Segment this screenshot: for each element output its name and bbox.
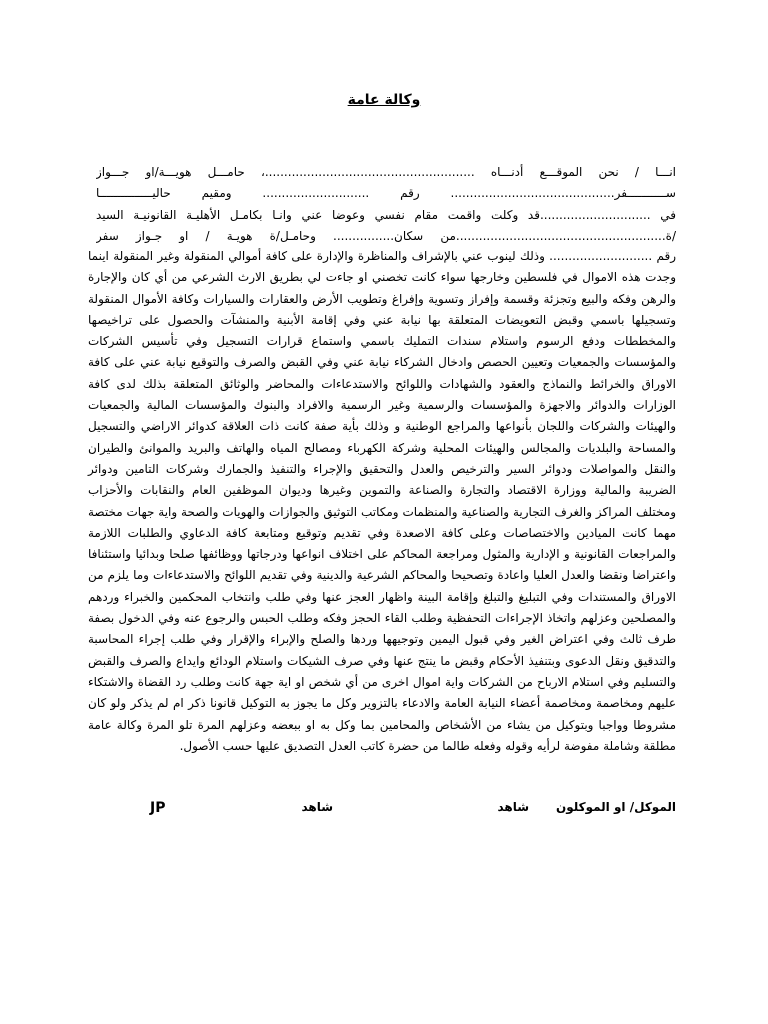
body-paragraph: رقم ........................... وذلك لينوب عني بالإشراف والمناظرة والإدارة على كافة أموالي المنقولة وغير المنقولة اينما وجدت هذه الاموال في فلسطين وخارجها سواء كانت تخصني او جاءت لي بطريق الارث الشرعي من أي كان والإجارة والرهن وفكه والبيع وتجزئة وقسمة وإفراز وتسوية وإفراغ وتطويب الأرض والعقارات والسيارات وكافة الأموال المنقولة وتسجيلها باسمي وقبض التعويضات المتعلقة بها نيابة عني وفي إقامة الأبنية والمنشآت والحصول على تراخيصها والمخططات ودفع الرسوم واستلام سندات التمليك باسمي واستماع قرارات التسجيل وفي تأسيس الشركات والمؤسسات والجمعيات وتعيين الحصص وادخال الشركاء نيابة عني وفي القبض والصرف والتوقيع نيابة عني على كافة الاوراق والخرائط والنماذج والعقود والشهادات واللوائح والاستدعاءات والمحاضر والوثائق المتعلقة بذلك لدى كافة الوزارات والدوائر والاجهزة والمؤسسات والرسمية وغير الرسمية والافراد والبنوك والمؤسسات المالية والجمعيات والهيئات والشركات واللجان بأنواعها والمراجع الوطنية و وذلك بأية صفة كانت ذات العلاقة كدوائر الاراضي والتسجيل والمساحة والبلديات والمجالس والهيئات المحلية وشركة الكهرباء ومصالح المياه والهاتف والبريد والموانئ والطيران والنقل والمواصلات ودوائر السير والترخيص والعدل والتحقيق والإجراء والتنفيذ والجمارك وشركات التامين ودوائر الضريبة والمالية ووزارة الاقتصاد والتجارة والصناعة والتموين وغيرها وديوان الموظفين العام والنقابات والأحزاب ومختلف المراكز والغرف التجارية والصناعية والمنظمات ومكاتب التوثيق والجوازات والهويات والصحة واية جهات مختصة مهما كانت الميادين والاختصاصات وعلى كافة الاصعدة وفي تقديم وتوقيع ومتابعة كافة الدعاوي والطلبات اللازمة والمراجعات القانونية و الإدارية والمثول ومراجعة المحاكم على اختلاف انواعها ودرجاتها ووظائفها صلحا وبدائيا واستئنافا واعتراضا ونقضا والعدل العليا واعادة وتصحيحا والمحاكم الشرعية والدينية وفي تقديم اللوائح والاستدعاءات وما يلزم من الاوراق والمستندات وفي التبليغ والتبلغ وإقامة البينة واظهار العجز عنها وفي طلب وانتخاب المحكمين والخبراء وردهم والمصلحين وعزلهم واتخاذ الإجراءات التحفظية وطلب القاء الحجز وفكه وطلب الحبس والرجوع عنه وفي الدخول بصفة طرف ثالث وفي اعتراض الغير وفي قبول اليمين وتوجيهها وردها والصلح والإبراء والإقرار وفي طلب إجراء المحاسبة والتدقيق ونقل الدعوى وبتنفيذ الأحكام وقبض ما ينتج عنها وفي صرف الشيكات واستلام الودائع وايداع والصرف والقبض والتسليم وفي استلام الارباح من الشركات واية اموال اخرى من أي شخص او اية جهة كانت وطلب رد القضاة والاشتكاء عليهم ومخاصمة ومخاصمة أعضاء النيابة العامة والادعاء بالتزوير وكل ما يجوز به التوكيل قانونا ذكر ام لم يذكر ولو كان مشروطا وواجبا وبتوكيل من يشاء من الأشخاص والمحامين بما وكل به او ببعضه وعزلهم المرة تلو المرة وكالة عامة مطلقة وشاملة مفوضة لرأيه وقوله وفعله طالما من حضرة كاتب العدل التصديق عليها حسب الأصول. xyxy=(88,249,676,753)
signature-row xyxy=(0,800,768,820)
header-fields xyxy=(96,162,676,248)
header-line-residence: /ة.......................................................من سكان................ وحامـل/ة هويـة / او جـواز سفر xyxy=(96,229,676,244)
witness-2-label: شاهد xyxy=(301,800,333,814)
witness-1-label: شاهد xyxy=(497,800,529,814)
initials-label: JP xyxy=(150,800,166,816)
header-line-agent: في .............................قد وكلت واقمت مقام نفسي وعوضا عني وانـا بكامـل الأهليـة القانونيـة السيد xyxy=(96,207,676,222)
header-line-id-number: ســـــــــــفر........................................... رقم ............................ ومقيم حاليـــــــــــــــا xyxy=(96,186,676,201)
document-title: وكالة عامة xyxy=(347,92,421,108)
principal-signature-label: الموكل/ او الموكلون xyxy=(555,800,676,814)
power-of-attorney-body xyxy=(88,246,676,757)
header-line-name: انـــا / نحن الموقـــع أدنـــاه .......................................................، حامـــل هويـــة/او جـــواز xyxy=(96,165,676,179)
